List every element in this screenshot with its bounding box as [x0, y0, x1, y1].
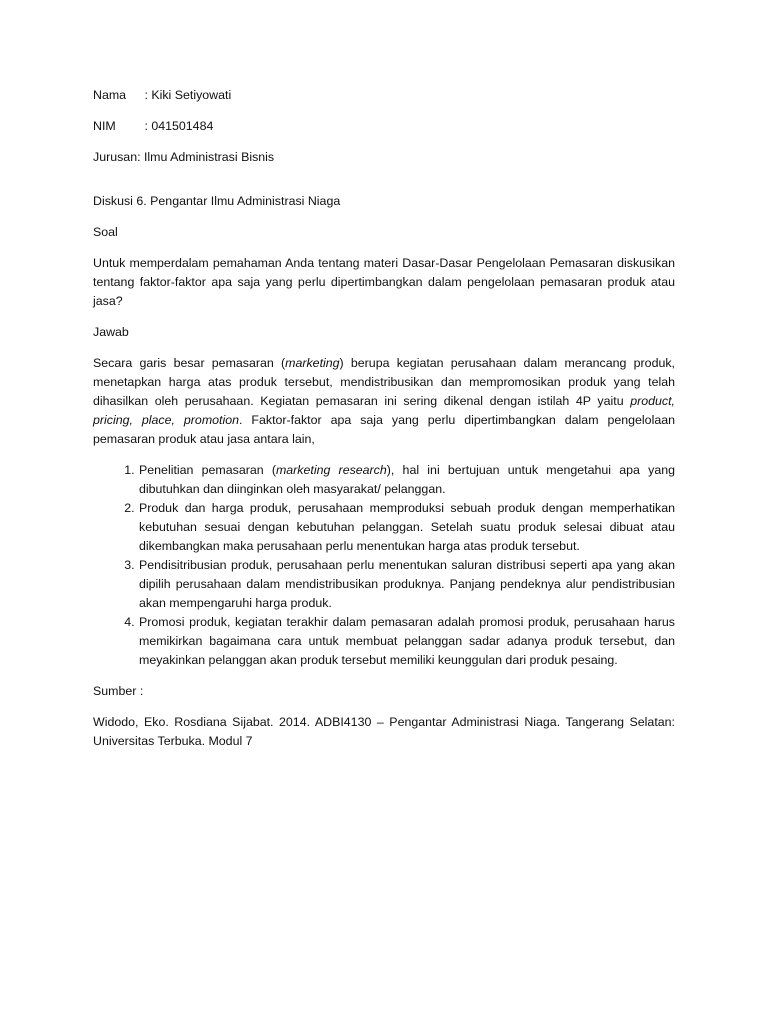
document-page — [93, 86, 675, 763]
name-label: Nama — [93, 88, 127, 102]
sumber-text: Widodo, Eko. Rosdiana Sijabat. 2014. ADBI4130 – Pengantar Administrasi Niaga. Tangerang Selatan: Universitas Terbuka. Modul 7 — [93, 715, 675, 748]
nim-label: NIM — [93, 119, 116, 133]
jawab-marketing: marketing — [285, 356, 340, 370]
jurusan-label: Jurusan — [93, 150, 138, 164]
jurusan-row — [93, 148, 675, 167]
soal-text: Untuk memperdalam pemahaman Anda tentang materi Dasar-Dasar Pengelolaan Pemasaran diskusikan tentang faktor-faktor apa saja yang perlu dipertimbangkan dalam pengelolaan pemasaran produk atau jasa? — [93, 256, 675, 308]
list-item: 3. Pendisitribusian produk, perusahaan perlu menentukan saluran distribusi seperti apa yang akan dipilih perusahaan dalam mendistribusikan produknya. Panjang pendeknya alur pendistribusian akan mempengaruhi harga produk. — [138, 556, 675, 613]
list-item: 2. Produk dan harga produk, perusahaan memproduksi sebuah produk dengan memperhatikan kebutuhan sesuai dengan kebutuhan pelanggan. Setelah suatu produk selesai dibuat atau dikembangkan maka perusahaan perlu menentukan harga atas produk tersebut. — [138, 499, 675, 556]
jawab-part2: ) berupa kegiatan perusahaan dalam merancang produk, menetapkan harga atas produk tersebut, mendistribusikan dan mempromosikan produk yang telah dihasilkan oleh perusahaan. Kegiatan pemasaran ini sering dikenal dengan istilah 4P yaitu — [93, 356, 675, 408]
jawab-four-p: product, pricing, place, promotion — [93, 394, 675, 427]
name-row — [93, 86, 675, 105]
nim-row — [93, 117, 675, 136]
jawab-part3: . Faktor-faktor apa saja yang perlu dipertimbangkan dalam pengelolaan pemasaran produk atau jasa antara lain, — [93, 413, 675, 446]
jawab-paragraph — [93, 354, 675, 449]
jurusan-value: : Ilmu Administrasi Bisnis — [137, 150, 275, 164]
name-value: : Kiki Setiyowati — [144, 88, 232, 102]
item1-post: ), hal ini bertujuan untuk mengetahui apa yang dibutuhkan dan diinginkan oleh masyarakat/ pelanggan. — [139, 463, 676, 496]
nim-value: : 041501484 — [144, 119, 214, 133]
item1-em: marketing research — [275, 463, 387, 477]
factor-list — [93, 461, 675, 670]
document-title: Diskusi 6. Pengantar Ilmu Administrasi Niaga — [93, 194, 341, 208]
sumber-label: Sumber : — [93, 684, 144, 698]
item1-pre: Penelitian pemasaran ( — [139, 463, 276, 477]
list-item — [138, 461, 675, 499]
list-item: 4. Promosi produk, kegiatan terakhir dalam pemasaran adalah promosi produk, perusahaan harus memikirkan bagaimana cara untuk membuat pelanggan sadar adanya produk tersebut, dan meyakinkan pelanggan akan produk tersebut memiliki keunggulan dari produk pesaing. — [138, 613, 675, 670]
jawab-part1: Secara garis besar pemasaran ( — [93, 356, 286, 370]
jawab-label: Jawab — [93, 325, 129, 339]
soal-label: Soal — [93, 225, 118, 239]
